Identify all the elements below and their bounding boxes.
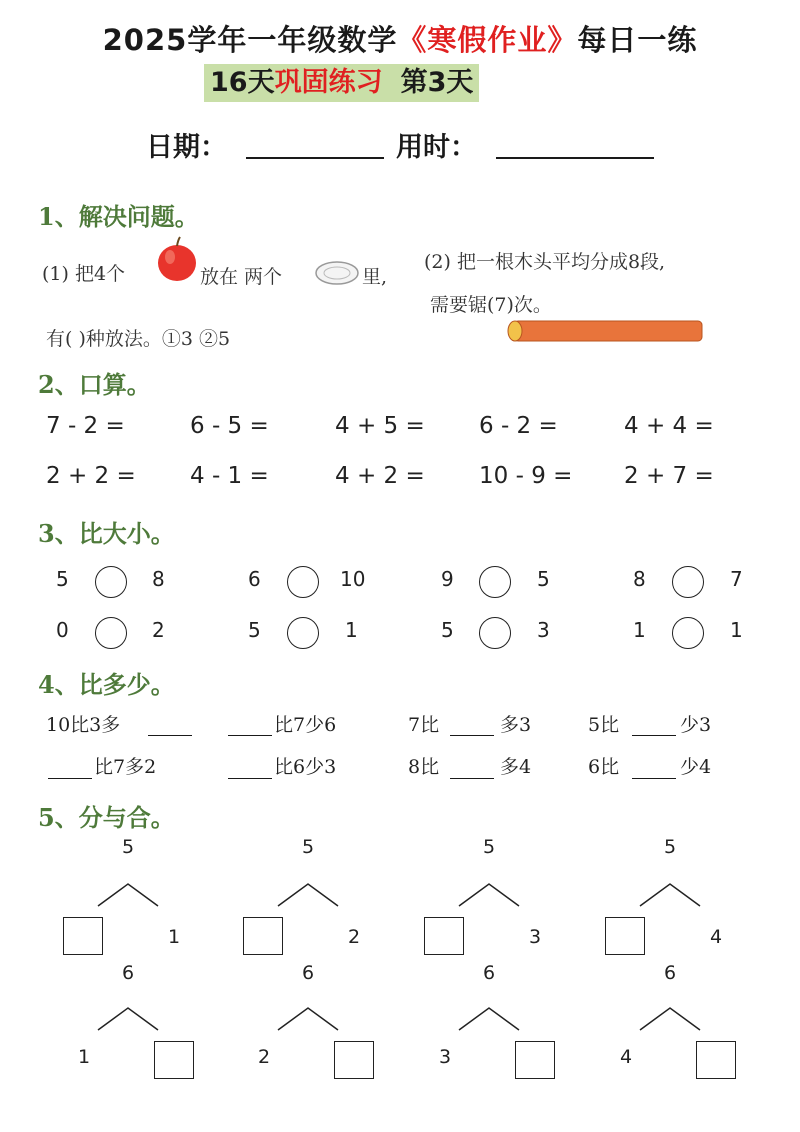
split-total: 6 <box>302 962 315 984</box>
split-part: 1 <box>168 926 181 948</box>
more-less-text: 少3 <box>680 714 712 736</box>
compare-left: 5 <box>248 618 261 642</box>
split-part: 3 <box>529 926 542 948</box>
subtitle-day-number: 第3天 <box>400 67 474 98</box>
subtitle-days: 16天 <box>210 67 275 98</box>
compare-circle[interactable] <box>672 566 704 598</box>
split-branch <box>276 882 340 908</box>
more-less-text: 少4 <box>680 756 712 778</box>
title-prefix: 2025学年一年级数学 <box>102 23 398 57</box>
split-branch <box>96 1006 160 1032</box>
q2-text-line2: 需要锯(7)次。 <box>430 294 552 316</box>
compare-right: 8 <box>152 567 165 591</box>
compare-circle[interactable] <box>287 617 319 649</box>
answer-blank[interactable] <box>148 735 192 736</box>
more-less-text: 6比 <box>588 756 620 778</box>
compare-left: 5 <box>441 618 454 642</box>
more-less-text: 7比 <box>408 714 440 736</box>
compare-left: 5 <box>56 567 69 591</box>
date-label: 日期： <box>146 132 227 163</box>
answer-box[interactable] <box>243 917 283 955</box>
calc-item: 7 - 2 = <box>46 413 125 439</box>
section-5-title: 5、分与合。 <box>38 803 175 832</box>
answer-box[interactable] <box>605 917 645 955</box>
split-branch <box>457 1006 521 1032</box>
compare-right: 2 <box>152 618 165 642</box>
calc-item: 4 + 5 = <box>335 413 425 439</box>
calc-item: 4 - 1 = <box>190 463 269 489</box>
split-total: 6 <box>483 962 496 984</box>
wood-log-icon <box>506 320 704 342</box>
plate-icon <box>314 260 360 286</box>
answer-box[interactable] <box>696 1041 736 1079</box>
q2-text-line1: (2) 把一根木头平均分成8段, <box>424 251 666 273</box>
q1-text-line2: 有( )种放法。①3 ②5 <box>46 328 231 350</box>
section-1-title: 1、解决问题。 <box>38 202 199 231</box>
answer-blank[interactable] <box>450 735 494 736</box>
answer-blank[interactable] <box>228 778 272 779</box>
section-4-title: 4、比多少。 <box>38 670 175 699</box>
subtitle-highlight: 巩固练习 <box>274 67 383 98</box>
answer-box[interactable] <box>424 917 464 955</box>
compare-left: 6 <box>248 567 261 591</box>
q1-text-part1: (1) 把4个 <box>42 263 126 285</box>
more-less-text: 多4 <box>500 756 532 778</box>
time-blank[interactable] <box>496 157 654 159</box>
split-total: 6 <box>122 962 135 984</box>
answer-blank[interactable] <box>450 778 494 779</box>
answer-box[interactable] <box>334 1041 374 1079</box>
compare-circle[interactable] <box>287 566 319 598</box>
calc-item: 6 - 2 = <box>479 413 558 439</box>
compare-circle[interactable] <box>95 566 127 598</box>
split-total: 5 <box>302 836 315 858</box>
title-highlight: 《寒假作业》 <box>397 23 578 57</box>
answer-box[interactable] <box>63 917 103 955</box>
split-branch <box>457 882 521 908</box>
section-3-title: 3、比大小。 <box>38 519 175 548</box>
split-part: 2 <box>258 1046 271 1068</box>
split-branch <box>638 1006 702 1032</box>
compare-right: 7 <box>730 567 743 591</box>
title-suffix: 每日一练 <box>577 23 698 57</box>
calc-item: 2 + 7 = <box>624 463 714 489</box>
compare-left: 9 <box>441 567 454 591</box>
compare-circle[interactable] <box>672 617 704 649</box>
apple-icon <box>156 236 198 282</box>
answer-blank[interactable] <box>632 778 676 779</box>
answer-blank[interactable] <box>228 735 272 736</box>
compare-circle[interactable] <box>479 566 511 598</box>
more-less-text: 10比3多 <box>46 714 121 736</box>
calc-item: 4 + 4 = <box>624 413 714 439</box>
time-label: 用时： <box>396 132 477 163</box>
date-blank[interactable] <box>246 157 384 159</box>
split-part: 1 <box>78 1046 91 1068</box>
answer-box[interactable] <box>154 1041 194 1079</box>
answer-blank[interactable] <box>632 735 676 736</box>
compare-left: 1 <box>633 618 646 642</box>
q1-text-part2: 放在 两个 <box>200 266 283 288</box>
subtitle-banner <box>204 64 479 102</box>
split-part: 4 <box>710 926 723 948</box>
more-less-text: 比6少3 <box>274 756 337 778</box>
split-branch <box>638 882 702 908</box>
calc-item: 4 + 2 = <box>335 463 425 489</box>
split-total: 5 <box>483 836 496 858</box>
answer-box[interactable] <box>515 1041 555 1079</box>
more-less-text: 比7少6 <box>274 714 337 736</box>
q1-text-part3: 里, <box>362 266 388 288</box>
compare-left: 0 <box>56 618 69 642</box>
compare-right: 1 <box>345 618 358 642</box>
more-less-text: 比7多2 <box>94 756 157 778</box>
split-part: 3 <box>439 1046 452 1068</box>
split-total: 6 <box>664 962 677 984</box>
calc-item: 2 + 2 = <box>46 463 136 489</box>
answer-blank[interactable] <box>48 778 92 779</box>
more-less-text: 8比 <box>408 756 440 778</box>
split-total: 5 <box>122 836 135 858</box>
split-part: 2 <box>348 926 361 948</box>
compare-right: 3 <box>537 618 550 642</box>
split-branch <box>276 1006 340 1032</box>
page-title <box>0 18 800 59</box>
compare-circle[interactable] <box>95 617 127 649</box>
split-part: 4 <box>620 1046 633 1068</box>
compare-right: 1 <box>730 618 743 642</box>
compare-right: 5 <box>537 567 550 591</box>
split-total: 5 <box>664 836 677 858</box>
calc-item: 6 - 5 = <box>190 413 269 439</box>
compare-circle[interactable] <box>479 617 511 649</box>
more-less-text: 5比 <box>588 714 620 736</box>
more-less-text: 多3 <box>500 714 532 736</box>
calc-item: 10 - 9 = <box>479 463 573 489</box>
compare-left: 8 <box>633 567 646 591</box>
section-2-title: 2、口算。 <box>38 370 151 399</box>
split-branch <box>96 882 160 908</box>
compare-right: 10 <box>340 567 366 591</box>
